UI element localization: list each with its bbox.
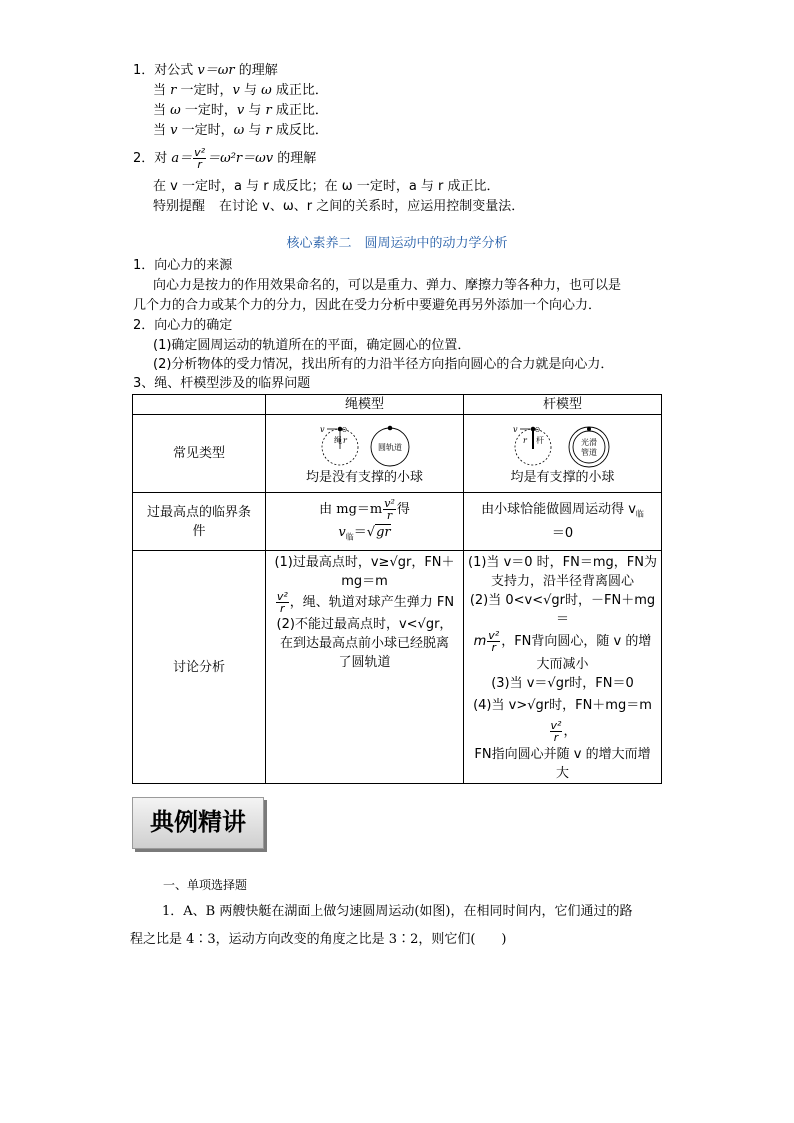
svg-text:v: v xyxy=(512,424,518,434)
rope-critical-condition: 由 mg＝m $\frac{\text{v²}}{r}$ 得 $v_临=√gr$ xyxy=(266,493,464,551)
example-lecture-banner xyxy=(132,797,264,849)
rope-rod-model-table xyxy=(132,394,662,784)
cs-para-2b: (2)分析物体的受力情况，找出所有的力沿半径方向指向圆心的合力就是向心力． xyxy=(153,357,614,372)
svg-text:绳: 绳 xyxy=(333,435,342,445)
svg-text:光滑: 光滑 xyxy=(580,437,597,447)
tip-text: 在讨论 v、ω、r 之间的关系时，应运用控制变量法． xyxy=(219,199,525,214)
rod-model-caption: 均是有支撑的小球 xyxy=(510,469,615,485)
rod-critical-condition: 由小球恰能做圆周运动得 $v_临$ ＝0 xyxy=(464,493,662,551)
formula-1-line-1: 当 r 一定时，v 与 ω 成正比． xyxy=(153,83,328,98)
row-label-critical-condition: 过最高点的临界条 件 xyxy=(133,493,266,551)
formula-2-heading: 2．对 a＝ $\frac{\text{v²}}{r}$ ＝ω²r＝ωv 的理解 xyxy=(133,146,317,171)
formula-v-omega-r: v＝ωr xyxy=(197,63,235,78)
rod-discussion: (1)当 v＝0 时，FN＝mg，FN为 支持力，沿半径背离圆心 (2)当 0<v<√gr时，－FN＋mg＝ m $\frac{\text{v²}}{r}$ ，FN背向圆心，随 v 的增 大而减小 (3)当 v＝√gr时，FN＝0 (4)当 v>√gr时，FN＋mg＝m $\frac{\text{v²}}{r}$ ， FN指向圆心并随 v 的增大而增 大 xyxy=(464,551,662,784)
row-label-discussion: 讨论分析 xyxy=(133,551,266,784)
cs-para-1a: 向心力是按力的作用效果命名的，可以是重力、弹力、摩擦力等各种力，也可以是 xyxy=(153,278,622,293)
cs-heading-2: 2．向心力的确定 xyxy=(133,318,233,333)
rope-model-figure-cell xyxy=(266,415,464,493)
svg-text:管道: 管道 xyxy=(580,447,597,457)
svg-text:O: O xyxy=(341,426,347,434)
svg-text:O: O xyxy=(534,426,540,434)
row-label-common-types: 常见类型 xyxy=(133,415,266,493)
rod-model-figure-cell xyxy=(464,415,662,493)
table-row-common-types xyxy=(133,415,662,493)
question-1-line-2: 程之比是 4∶3，运动方向改变的角度之比是 3∶2，则它们( ) xyxy=(130,932,507,947)
svg-text:r: r xyxy=(522,435,527,445)
cs-heading-3: 3、绳、杆模型涉及的临界问题 xyxy=(133,376,311,391)
col-rod-model: 杆模型 xyxy=(464,395,662,415)
table-row-discussion xyxy=(133,551,662,784)
table-corner-cell xyxy=(133,395,266,415)
formula-1-heading xyxy=(133,62,278,80)
tip-label: 特别提醒 xyxy=(153,199,206,214)
rope-circle-diagram xyxy=(310,423,420,469)
rope-discussion: (1)过最高点时，v≥√gr，FN＋mg＝m $\frac{\text{v²}}{r}$ ，绳、轨道对球产生弹力 FN (2)不能过最高点时，v<√gr， 在到达最高点前小球已经脱离 了圆轨道 xyxy=(266,551,464,784)
banner-title: 典例精讲 xyxy=(150,807,246,836)
cs-para-2a: (1)确定圆周运动的轨道所在的平面，确定圆心的位置． xyxy=(153,338,471,353)
question-1 xyxy=(130,898,665,954)
rope-model-caption: 均是没有支撑的小球 xyxy=(305,469,423,485)
cs-heading-1: 1．向心力的来源 xyxy=(133,258,233,273)
fraction-v2-over-r: $\frac{\text{v²}}{r}$ xyxy=(194,146,206,171)
formula-1-line-3: 当 v 一定时，ω 与 r 成反比． xyxy=(153,123,328,138)
cs-para-1b: 几个力的合力或某个力的分力，因此在受力分析中要避免再另外添加一个向心力． xyxy=(133,298,602,313)
question-1-line-1: 1．A、B 两艘快艇在湖面上做匀速圆周运动(如图)，在相同时间内，它们通过的路 xyxy=(162,904,633,919)
col-rope-model: 绳模型 xyxy=(266,395,464,415)
svg-text:r: r xyxy=(342,435,347,445)
heading-prefix: 1．对公式 xyxy=(133,63,198,78)
svg-text:圆轨道: 圆轨道 xyxy=(377,442,402,452)
formula-1-line-2: 当 ω 一定时，v 与 r 成正比． xyxy=(153,103,328,118)
table-row-critical-condition xyxy=(133,493,662,551)
core-literacy-2-title: 核心素养二 圆周运动中的动力学分析 xyxy=(286,236,508,251)
section-single-choice: 一、单项选择题 xyxy=(163,878,248,892)
heading-suffix: 的理解 xyxy=(234,63,278,78)
formula-2-line: 在 v 一定时，a 与 r 成反比；在 ω 一定时，a 与 r 成正比． xyxy=(153,179,500,194)
svg-text:杆: 杆 xyxy=(535,435,544,445)
svg-text:v: v xyxy=(319,424,325,434)
rod-circle-diagram xyxy=(503,423,623,469)
special-tip xyxy=(153,198,524,216)
table-header-row xyxy=(133,395,662,415)
